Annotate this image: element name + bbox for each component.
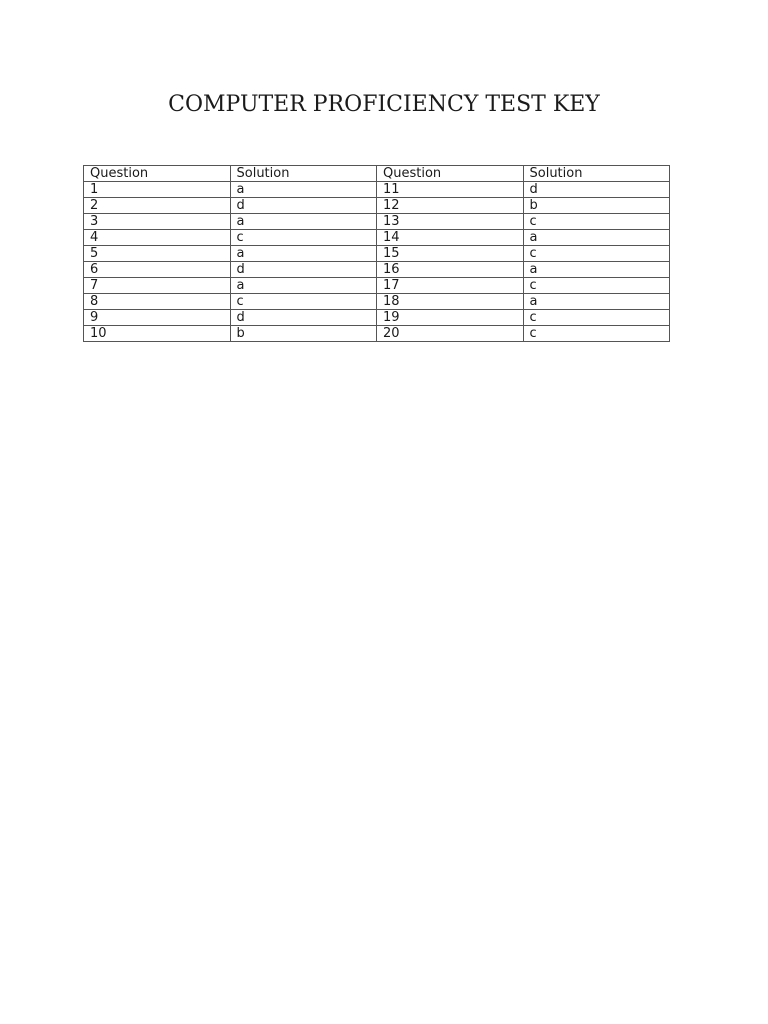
header-question-1: Question <box>84 166 231 182</box>
solution-cell: a <box>230 246 377 262</box>
question-number-cell: 15 <box>377 246 524 262</box>
table-row <box>84 278 670 294</box>
question-number-cell: 2 <box>84 198 231 214</box>
question-number-cell: 1 <box>84 182 231 198</box>
table-row <box>84 230 670 246</box>
table-row <box>84 326 670 342</box>
table-row <box>84 246 670 262</box>
header-question-2: Question <box>377 166 524 182</box>
table-row <box>84 310 670 326</box>
table-row <box>84 182 670 198</box>
table-row <box>84 214 670 230</box>
solution-cell: b <box>523 198 670 214</box>
question-number-cell: 3 <box>84 214 231 230</box>
question-number-cell: 8 <box>84 294 231 310</box>
header-solution-2: Solution <box>523 166 670 182</box>
solution-cell: a <box>523 262 670 278</box>
solution-cell: c <box>230 230 377 246</box>
question-number-cell: 14 <box>377 230 524 246</box>
table-row <box>84 198 670 214</box>
question-number-cell: 12 <box>377 198 524 214</box>
solution-cell: a <box>230 214 377 230</box>
solution-cell: a <box>523 294 670 310</box>
solution-cell: c <box>523 246 670 262</box>
solution-cell: b <box>230 326 377 342</box>
header-solution-1: Solution <box>230 166 377 182</box>
table-row <box>84 262 670 278</box>
solution-cell: a <box>230 182 377 198</box>
answer-key-table <box>83 165 670 342</box>
solution-cell: c <box>523 326 670 342</box>
document-title: COMPUTER PROFICIENCY TEST KEY <box>168 92 600 117</box>
solution-cell: a <box>523 230 670 246</box>
solution-cell: c <box>230 294 377 310</box>
solution-cell: d <box>523 182 670 198</box>
question-number-cell: 20 <box>377 326 524 342</box>
question-number-cell: 16 <box>377 262 524 278</box>
question-number-cell: 5 <box>84 246 231 262</box>
solution-cell: d <box>230 262 377 278</box>
table-row <box>84 294 670 310</box>
question-number-cell: 10 <box>84 326 231 342</box>
solution-cell: c <box>523 214 670 230</box>
question-number-cell: 7 <box>84 278 231 294</box>
question-number-cell: 6 <box>84 262 231 278</box>
question-number-cell: 13 <box>377 214 524 230</box>
question-number-cell: 11 <box>377 182 524 198</box>
question-number-cell: 18 <box>377 294 524 310</box>
solution-cell: d <box>230 198 377 214</box>
table-header-row <box>84 166 670 182</box>
question-number-cell: 17 <box>377 278 524 294</box>
solution-cell: a <box>230 278 377 294</box>
question-number-cell: 19 <box>377 310 524 326</box>
question-number-cell: 9 <box>84 310 231 326</box>
solution-cell: c <box>523 278 670 294</box>
solution-cell: d <box>230 310 377 326</box>
solution-cell: c <box>523 310 670 326</box>
question-number-cell: 4 <box>84 230 231 246</box>
